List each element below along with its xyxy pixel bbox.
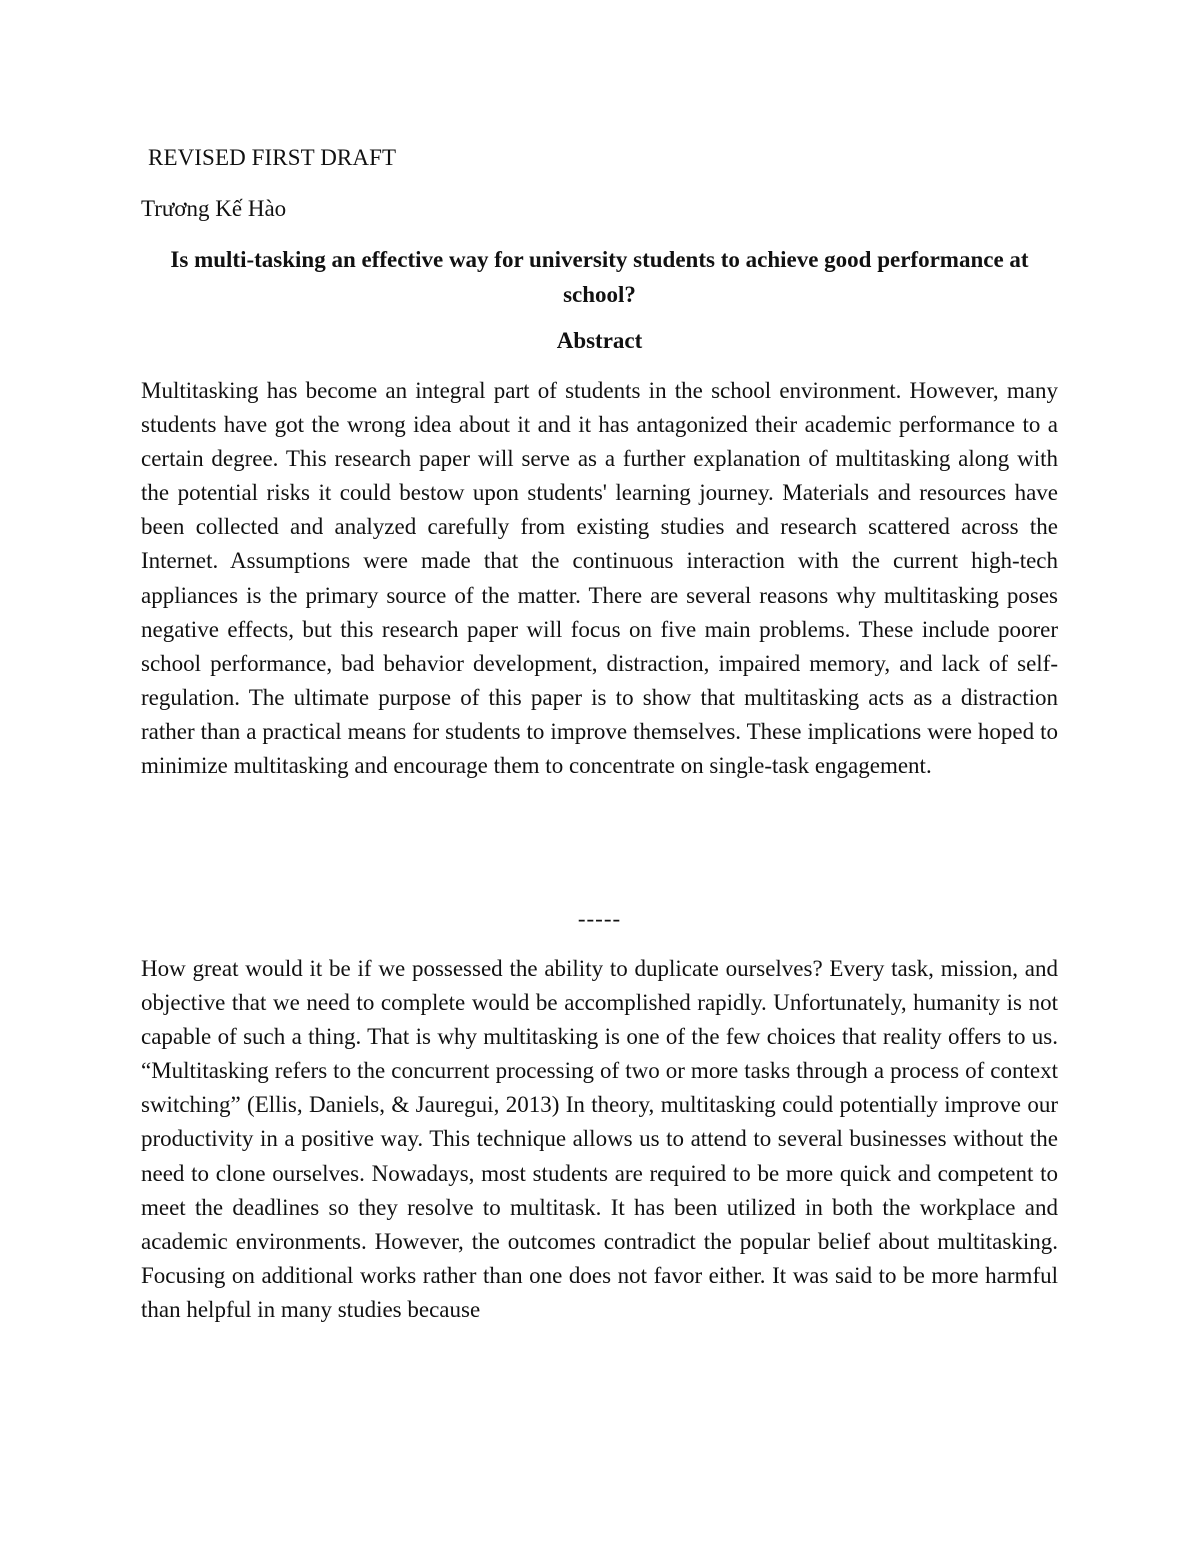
abstract-paragraph: Multitasking has become an integral part of students in the school environment. However, many students have got the wrong idea about it and it has antagonized their academic performance to a certain degree. This research paper will serve as a further explanation of multitasking along with the potential risks it could bestow upon students' learning journey. Materials and resources have been collected and analyzed carefully from existing studies and research scattered across the Internet. Assumptions were made that the continuous interaction with the current high-tech appliances is the primary source of the matter. There are several reasons why multitasking poses negative effects, but this research paper will focus on five main problems. These include poorer school performance, bad behavior development, distraction, impaired memory, and lack of self-regulation. The ultimate purpose of this paper is to show that multitasking acts as a distraction rather than a practical means for students to improve themselves. These implications were hoped to minimize multitasking and encourage them to concentrate on single-task engagement. (141, 378, 1058, 779)
author-name: Trương Kế Hào (141, 196, 287, 221)
intro-paragraph: How great would it be if we possessed the ability to duplicate ourselves? Every task, mission, and objective that we need to complete would be accomplished rapidly. Unfortunately, humanity is not capable of such a thing. That is why multitasking is one of the few choices that reality offers to us. “Multitasking refers to the concurrent processing of two or more tasks through a process of context switching” (Ellis, Daniels, & Jauregui, 2013) In theory, multitasking could potentially improve our productivity in a positive way. This technique allows us to attend to several businesses without the need to clone ourselves. Nowadays, most students are required to be more quick and competent to meet the deadlines so they resolve to multitask. It has been utilized in both the workplace and academic environments. However, the outcomes contradict the popular belief about multitasking. Focusing on additional works rather than one does not favor either. It was said to be more harmful than helpful in many studies because (141, 956, 1058, 1322)
section-separator: ----- (577, 906, 622, 931)
draft-label: REVISED FIRST DRAFT (148, 145, 397, 170)
abstract-heading: Abstract (556, 328, 643, 353)
paper-title: Is multi-tasking an effective way for university students to achieve good performance at school? (170, 247, 1029, 307)
